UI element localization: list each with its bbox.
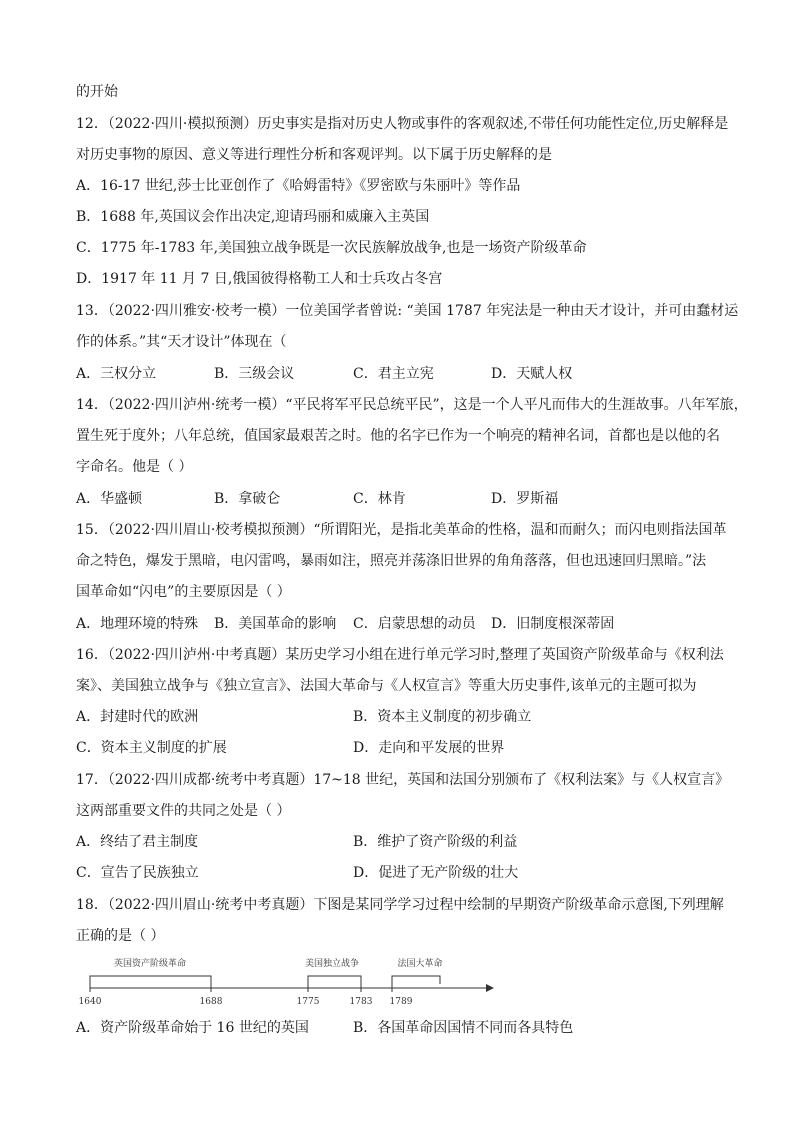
year-1688: 1688	[199, 997, 223, 1007]
question-16-stem-line2: 案》、美国独立战争与《独立宣言》、法国大革命与《人权宣言》等重大历史事件,该单元的主题可拟为	[76, 678, 697, 694]
question-12-stem-line1: 12．（2022·四川·模拟预测）历史事实是指对历史人物或事件的客观叙述,不带任何功能性定位,历史解释是	[76, 116, 729, 132]
question-15-option-c: C．启蒙思想的动员	[353, 616, 476, 632]
question-14-stem-line2: 置生死于度外；八年总统，值国家最艰苦之时。他的名字已作为一个响亮的精神名词，首都也是以他的名	[76, 428, 720, 444]
french-revolution-bracket	[392, 976, 440, 984]
question-15-option-a: A．地理环境的特殊	[76, 616, 199, 632]
question-17-stem-line1: 17．（2022·四川成都·统考中考真题）17~18 世纪，英国和法国分别颁布了《权利法案》与《人权宣言》	[76, 772, 730, 788]
question-15-option-d: D．旧制度根深蒂固	[491, 616, 615, 632]
question-18-option-b: B．各国革命因国情不同而各具特色	[353, 1020, 574, 1036]
question-14-option-c: C．林肯	[353, 491, 406, 507]
question-17-option-c: C．宣告了民族独立	[76, 865, 199, 881]
year-1775: 1775	[296, 997, 320, 1007]
english-revolution-label: 英国资产阶级革命	[113, 959, 187, 969]
year-1640: 1640	[78, 997, 102, 1007]
question-15-stem-line1: 15．（2022·四川眉山·校考模拟预测）“所谓阳光，是指北美革命的性格，温和而耐久；而闪电则指法国革	[76, 522, 727, 538]
french-revolution-label: 法国大革命	[397, 959, 443, 969]
question-12-option-a: A．16-17 世纪,莎士比亚创作了《哈姆雷特》《罗密欧与朱丽叶》等作品	[76, 178, 521, 194]
question-16-stem-line1: 16．（2022·四川泸州·中考真题）某历史学习小组在进行单元学习时,整理了英国资产阶级革命与《权利法	[76, 647, 724, 663]
english-revolution-bracket	[90, 976, 211, 984]
american-war-bracket	[308, 976, 361, 984]
question-18-option-a: A．资产阶级革命始于 16 世纪的英国	[76, 1020, 309, 1036]
timeline-arrow	[486, 984, 494, 992]
question-16-option-a: A．封建时代的欧洲	[76, 709, 199, 725]
question-13-stem-line1: 13．（2022·四川雅安·校考一模）一位美国学者曾说: “美国 1787 年宪法是一种由天才设计，并可由蠢材运	[76, 303, 739, 319]
question-12-option-c: C．1775 年-1783 年,美国独立战争既是一次民族解放战争,也是一场资产阶级革命	[76, 240, 587, 256]
question-18-stem-line1: 18．（2022·四川眉山·统考中考真题）下图是某同学学习过程中绘制的早期资产阶级革命示意图,下列理解	[76, 897, 724, 913]
question-13-stem-line2: 作的体系。”其“天才设计”体现在（	[76, 334, 287, 350]
question-14-stem-line3: 字命名。他是（ ）	[76, 459, 193, 475]
question-13-option-c: C．君主立宪	[353, 366, 434, 382]
question-14-option-b: B．拿破仑	[214, 491, 281, 507]
question-18-stem-line2: 正确的是（ ）	[76, 928, 165, 944]
question-13-option-a: A．三权分立	[76, 366, 157, 382]
question-14-option-a: A．华盛顿	[76, 491, 143, 507]
question-14-option-d: D．罗斯福	[491, 491, 559, 507]
question-17-stem-line2: 这两部重要文件的共同之处是（ ）	[76, 803, 291, 819]
timeline-svg	[76, 948, 496, 1008]
question-17-option-b: B．维护了资产阶级的利益	[353, 834, 518, 850]
text-line-continuation: 的开始	[76, 84, 118, 100]
revolution-timeline-diagram	[76, 948, 496, 1008]
question-14-stem-line1: 14．（2022·四川泸州·统考一模）“平民将军平民总统平民”，这是一个人平凡而伟大的生涯故事。八年军旅，	[76, 397, 748, 413]
question-15-option-b: B．美国革命的影响	[214, 616, 337, 632]
question-15-stem-line2: 命之特色，爆发于黑暗，电闪雷鸣，暴雨如注，照亮并荡涤旧世界的角角落落，但也迅速回归黑暗。”法	[76, 553, 707, 569]
question-13-option-d: D．天赋人权	[491, 366, 573, 382]
question-17-option-d: D．促进了无产阶级的壮大	[353, 865, 519, 881]
question-16-option-c: C．资本主义制度的扩展	[76, 740, 227, 756]
question-15-stem-line3: 国革命如“闪电”的主要原因是（ ）	[76, 584, 291, 600]
question-16-option-d: D．走向和平发展的世界	[353, 740, 505, 756]
question-13-option-b: B．三级会议	[214, 366, 295, 382]
year-1783: 1783	[349, 997, 373, 1007]
question-12-option-d: D．1917 年 11 月 7 日,俄国彼得格勒工人和士兵攻占冬宫	[76, 271, 443, 287]
question-16-option-b: B．资本主义制度的初步确立	[353, 709, 532, 725]
american-war-label: 美国独立战争	[304, 959, 360, 969]
question-12-option-b: B．1688 年,英国议会作出决定,迎请玛丽和威廉入主英国	[76, 209, 430, 225]
question-12-stem-line2: 对历史事物的原因、意义等进行理性分析和客观评判。以下属于历史解释的是	[76, 147, 552, 163]
year-1789: 1789	[389, 997, 413, 1007]
question-17-option-a: A．终结了君主制度	[76, 834, 199, 850]
